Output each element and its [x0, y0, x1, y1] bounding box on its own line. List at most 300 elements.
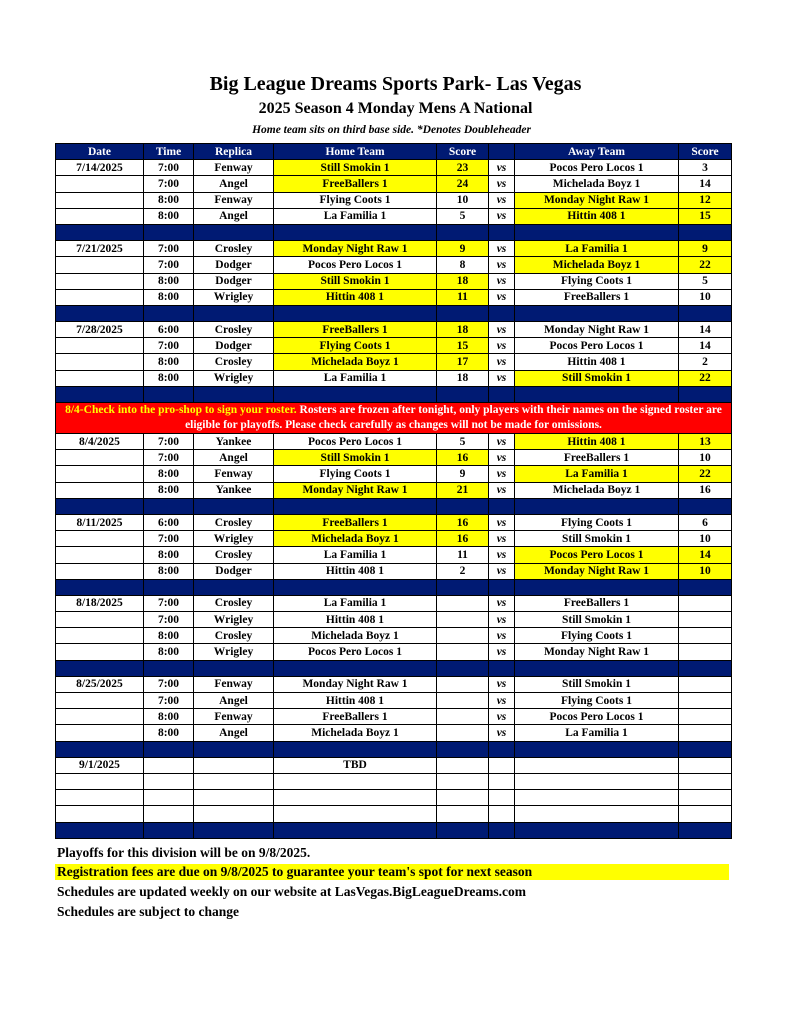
game-time: 8:00	[144, 725, 194, 741]
game-field: Crosley	[194, 322, 274, 338]
home-score: 9	[437, 241, 489, 257]
col-time: Time	[144, 144, 194, 160]
game-field: Dodger	[194, 563, 274, 579]
away-team: Pocos Pero Locos 1	[515, 709, 679, 725]
game-time: 7:00	[144, 595, 194, 611]
home-team: Hittin 408 1	[274, 612, 437, 628]
header-row	[56, 144, 732, 160]
away-score: 12	[679, 192, 732, 208]
home-score: 18	[437, 322, 489, 338]
separator-cell	[274, 579, 437, 595]
game-field: Yankee	[194, 482, 274, 498]
game-field: Crosley	[194, 628, 274, 644]
home-score: 5	[437, 434, 489, 450]
page-subtitle: 2025 Season 4 Monday Mens A National	[258, 100, 533, 117]
game-row	[56, 595, 732, 611]
home-team: Flying Coots 1	[274, 192, 437, 208]
home-team: FreeBallers 1	[274, 322, 437, 338]
week-separator	[56, 741, 732, 757]
vs-label: vs	[489, 322, 515, 338]
game-time	[144, 773, 194, 789]
game-field: Fenway	[194, 709, 274, 725]
home-score	[437, 612, 489, 628]
notice-body: Rosters are frozen after tonight, only players with their names on the signed roster are eligible for playoffs. Please check carefully as changes will not be made for omissions.	[185, 404, 722, 431]
separator-cell	[194, 822, 274, 838]
game-time: 7:00	[144, 257, 194, 273]
game-date: 8/11/2025	[56, 514, 144, 530]
home-score	[437, 628, 489, 644]
home-score: 5	[437, 208, 489, 224]
col-away-team: Away Team	[515, 144, 679, 160]
vs-label: vs	[489, 628, 515, 644]
home-team: Pocos Pero Locos 1	[274, 644, 437, 660]
separator-cell	[437, 822, 489, 838]
game-row	[56, 289, 732, 305]
vs-label	[489, 773, 515, 789]
vs-label: vs	[489, 338, 515, 354]
separator-cell	[437, 660, 489, 676]
away-team: FreeBallers 1	[515, 450, 679, 466]
home-team: Monday Night Raw 1	[274, 241, 437, 257]
game-row	[56, 612, 732, 628]
separator-cell	[274, 305, 437, 321]
home-score	[437, 644, 489, 660]
away-score	[679, 790, 732, 806]
separator-cell	[515, 386, 679, 402]
game-time: 7:00	[144, 531, 194, 547]
game-date	[56, 709, 144, 725]
vs-label	[489, 757, 515, 773]
away-team: La Familia 1	[515, 241, 679, 257]
away-team: Monday Night Raw 1	[515, 192, 679, 208]
game-row	[56, 676, 732, 692]
roster-notice-text	[56, 403, 732, 434]
home-score: 16	[437, 531, 489, 547]
game-date	[56, 531, 144, 547]
away-team: Monday Night Raw 1	[515, 322, 679, 338]
separator-cell	[194, 498, 274, 514]
away-score: 14	[679, 338, 732, 354]
game-row	[56, 160, 732, 176]
home-team: Michelada Boyz 1	[274, 725, 437, 741]
game-row	[56, 192, 732, 208]
separator-cell	[489, 386, 515, 402]
game-date	[56, 693, 144, 709]
home-team	[274, 790, 437, 806]
separator-cell	[274, 224, 437, 240]
separator-cell	[144, 660, 194, 676]
game-field: Crosley	[194, 595, 274, 611]
separator-cell	[679, 822, 732, 838]
game-field: Dodger	[194, 338, 274, 354]
home-team: Pocos Pero Locos 1	[274, 434, 437, 450]
separator-cell	[515, 660, 679, 676]
away-team: La Familia 1	[515, 466, 679, 482]
away-score: 10	[679, 289, 732, 305]
away-score	[679, 612, 732, 628]
home-team: Monday Night Raw 1	[274, 676, 437, 692]
away-team: Still Smokin 1	[515, 531, 679, 547]
home-score: 11	[437, 547, 489, 563]
away-team: Hittin 408 1	[515, 208, 679, 224]
separator-cell	[56, 822, 144, 838]
away-team: Monday Night Raw 1	[515, 644, 679, 660]
game-time: 6:00	[144, 322, 194, 338]
vs-label: vs	[489, 450, 515, 466]
game-field: Fenway	[194, 160, 274, 176]
game-date	[56, 725, 144, 741]
home-team: Flying Coots 1	[274, 466, 437, 482]
home-team: Hittin 408 1	[274, 289, 437, 305]
away-team: Hittin 408 1	[515, 434, 679, 450]
vs-label: vs	[489, 208, 515, 224]
separator-cell	[437, 305, 489, 321]
home-team: Michelada Boyz 1	[274, 354, 437, 370]
away-team	[515, 790, 679, 806]
vs-label: vs	[489, 289, 515, 305]
game-row	[56, 563, 732, 579]
separator-cell	[489, 224, 515, 240]
game-row	[56, 370, 732, 386]
separator-cell	[679, 224, 732, 240]
game-date	[56, 289, 144, 305]
week-separator	[56, 224, 732, 240]
vs-label: vs	[489, 192, 515, 208]
away-team	[515, 773, 679, 789]
game-row	[56, 773, 732, 789]
away-score: 13	[679, 434, 732, 450]
home-team: La Familia 1	[274, 595, 437, 611]
home-team: Hittin 408 1	[274, 693, 437, 709]
game-row	[56, 482, 732, 498]
game-field: Angel	[194, 176, 274, 192]
separator-cell	[679, 305, 732, 321]
away-score: 22	[679, 257, 732, 273]
game-field: Crosley	[194, 354, 274, 370]
away-team: Flying Coots 1	[515, 273, 679, 289]
game-row	[56, 757, 732, 773]
game-time: 8:00	[144, 628, 194, 644]
notice-highlight: Check into the pro-shop to sign your roster.	[83, 404, 297, 416]
game-row	[56, 644, 732, 660]
game-time	[144, 757, 194, 773]
separator-cell	[194, 224, 274, 240]
separator-cell	[679, 498, 732, 514]
away-score: 5	[679, 273, 732, 289]
home-team: La Familia 1	[274, 208, 437, 224]
home-team: La Familia 1	[274, 547, 437, 563]
game-field: Crosley	[194, 241, 274, 257]
vs-label: vs	[489, 595, 515, 611]
game-time: 8:00	[144, 547, 194, 563]
home-score: 10	[437, 192, 489, 208]
away-team: FreeBallers 1	[515, 289, 679, 305]
away-score: 10	[679, 531, 732, 547]
away-score: 22	[679, 370, 732, 386]
game-time: 8:00	[144, 289, 194, 305]
game-field: Fenway	[194, 192, 274, 208]
home-team: Flying Coots 1	[274, 338, 437, 354]
vs-label: vs	[489, 466, 515, 482]
away-score	[679, 676, 732, 692]
game-time: 8:00	[144, 370, 194, 386]
separator-cell	[679, 579, 732, 595]
separator-cell	[144, 822, 194, 838]
game-time: 7:00	[144, 160, 194, 176]
away-team: Pocos Pero Locos 1	[515, 160, 679, 176]
roster-notice	[56, 403, 732, 434]
home-score	[437, 693, 489, 709]
website-note: Schedules are updated weekly on our website at LasVegas.BigLeagueDreams.com	[57, 884, 527, 899]
vs-label: vs	[489, 531, 515, 547]
away-score: 22	[679, 466, 732, 482]
game-date	[56, 354, 144, 370]
game-time: 8:00	[144, 709, 194, 725]
separator-cell	[437, 498, 489, 514]
away-score: 15	[679, 208, 732, 224]
col-replica: Replica	[194, 144, 274, 160]
separator-cell	[515, 498, 679, 514]
home-team: Michelada Boyz 1	[274, 628, 437, 644]
home-score	[437, 595, 489, 611]
vs-label: vs	[489, 257, 515, 273]
vs-label: vs	[489, 370, 515, 386]
game-time: 7:00	[144, 176, 194, 192]
home-score: 23	[437, 160, 489, 176]
separator-cell	[194, 741, 274, 757]
game-row	[56, 241, 732, 257]
separator-cell	[679, 741, 732, 757]
home-team	[274, 773, 437, 789]
separator-cell	[144, 579, 194, 595]
game-time: 8:00	[144, 273, 194, 289]
vs-label: vs	[489, 725, 515, 741]
game-row	[56, 338, 732, 354]
away-score	[679, 773, 732, 789]
separator-cell	[274, 498, 437, 514]
game-time: 8:00	[144, 192, 194, 208]
game-row	[56, 257, 732, 273]
separator-cell	[56, 386, 144, 402]
vs-label: vs	[489, 176, 515, 192]
home-score: 18	[437, 273, 489, 289]
home-team: FreeBallers 1	[274, 176, 437, 192]
away-score: 10	[679, 450, 732, 466]
vs-label	[489, 790, 515, 806]
game-time: 8:00	[144, 644, 194, 660]
game-date: 9/1/2025	[56, 757, 144, 773]
game-date	[56, 338, 144, 354]
away-score: 10	[679, 563, 732, 579]
separator-cell	[144, 741, 194, 757]
game-field: Fenway	[194, 676, 274, 692]
home-team: FreeBallers 1	[274, 709, 437, 725]
away-score: 14	[679, 547, 732, 563]
separator-cell	[515, 822, 679, 838]
page-title: Big League Dreams Sports Park- Las Vegas	[209, 73, 582, 95]
away-team: Monday Night Raw 1	[515, 563, 679, 579]
week-separator	[56, 579, 732, 595]
game-field: Dodger	[194, 257, 274, 273]
game-field: Dodger	[194, 273, 274, 289]
away-score: 2	[679, 354, 732, 370]
separator-cell	[489, 498, 515, 514]
away-score	[679, 595, 732, 611]
home-team	[274, 806, 437, 822]
schedule-table	[55, 143, 732, 839]
home-score: 24	[437, 176, 489, 192]
vs-label: vs	[489, 693, 515, 709]
game-field: Crosley	[194, 514, 274, 530]
vs-label: vs	[489, 644, 515, 660]
registration-note: Registration fees are due on 9/8/2025 to guarantee your team's spot for next season	[55, 864, 729, 880]
separator-cell	[515, 579, 679, 595]
game-date	[56, 466, 144, 482]
separator-cell	[56, 498, 144, 514]
game-date	[56, 192, 144, 208]
vs-label: vs	[489, 676, 515, 692]
game-date: 8/4/2025	[56, 434, 144, 450]
subject-to-change-note: Schedules are subject to change	[57, 904, 239, 919]
game-row	[56, 514, 732, 530]
separator-cell	[194, 660, 274, 676]
game-field: Wrigley	[194, 289, 274, 305]
game-time: 8:00	[144, 208, 194, 224]
away-team: Flying Coots 1	[515, 628, 679, 644]
away-team: Still Smokin 1	[515, 612, 679, 628]
separator-cell	[489, 660, 515, 676]
home-team-note: Home team sits on third base side. *Denotes Doubleheader	[252, 124, 531, 136]
game-row	[56, 790, 732, 806]
home-score	[437, 773, 489, 789]
home-score: 2	[437, 563, 489, 579]
game-time: 7:00	[144, 612, 194, 628]
game-date	[56, 773, 144, 789]
vs-label: vs	[489, 709, 515, 725]
game-row	[56, 273, 732, 289]
separator-cell	[144, 498, 194, 514]
game-field	[194, 773, 274, 789]
home-score: 8	[437, 257, 489, 273]
game-time: 7:00	[144, 338, 194, 354]
home-team: Still Smokin 1	[274, 160, 437, 176]
game-date: 8/18/2025	[56, 595, 144, 611]
game-time: 8:00	[144, 482, 194, 498]
separator-cell	[56, 741, 144, 757]
away-score: 16	[679, 482, 732, 498]
game-date	[56, 273, 144, 289]
col-vs	[489, 144, 515, 160]
away-score	[679, 693, 732, 709]
vs-label: vs	[489, 160, 515, 176]
game-time	[144, 806, 194, 822]
separator-cell	[144, 386, 194, 402]
game-date	[56, 612, 144, 628]
week-separator	[56, 386, 732, 402]
separator-cell	[274, 660, 437, 676]
separator-cell	[489, 579, 515, 595]
separator-cell	[437, 741, 489, 757]
game-field: Angel	[194, 450, 274, 466]
away-score: 14	[679, 322, 732, 338]
week-separator	[56, 822, 732, 838]
separator-cell	[56, 305, 144, 321]
home-score: 18	[437, 370, 489, 386]
game-date	[56, 370, 144, 386]
week-separator	[56, 660, 732, 676]
vs-label: vs	[489, 612, 515, 628]
home-score	[437, 709, 489, 725]
game-time: 7:00	[144, 434, 194, 450]
away-team: Pocos Pero Locos 1	[515, 547, 679, 563]
game-row	[56, 434, 732, 450]
away-team: Pocos Pero Locos 1	[515, 338, 679, 354]
separator-cell	[515, 741, 679, 757]
game-date	[56, 563, 144, 579]
vs-label	[489, 806, 515, 822]
game-row	[56, 450, 732, 466]
game-row	[56, 806, 732, 822]
col-home-team: Home Team	[274, 144, 437, 160]
vs-label: vs	[489, 434, 515, 450]
separator-cell	[274, 386, 437, 402]
away-score: 3	[679, 160, 732, 176]
away-team: Flying Coots 1	[515, 514, 679, 530]
game-date: 8/25/2025	[56, 676, 144, 692]
separator-cell	[489, 822, 515, 838]
away-team	[515, 806, 679, 822]
away-score	[679, 709, 732, 725]
game-date	[56, 450, 144, 466]
away-score	[679, 806, 732, 822]
week-separator	[56, 305, 732, 321]
away-team: Michelada Boyz 1	[515, 257, 679, 273]
home-score: 15	[437, 338, 489, 354]
col-date: Date	[56, 144, 144, 160]
home-team: Still Smokin 1	[274, 450, 437, 466]
game-row	[56, 208, 732, 224]
home-score: 16	[437, 450, 489, 466]
away-team: Hittin 408 1	[515, 354, 679, 370]
game-field: Wrigley	[194, 531, 274, 547]
home-score	[437, 725, 489, 741]
schedule-body	[56, 160, 732, 839]
game-row	[56, 354, 732, 370]
home-team: La Familia 1	[274, 370, 437, 386]
home-score: 17	[437, 354, 489, 370]
game-date	[56, 482, 144, 498]
game-row	[56, 466, 732, 482]
game-field: Crosley	[194, 547, 274, 563]
separator-cell	[194, 579, 274, 595]
game-field: Angel	[194, 208, 274, 224]
game-row	[56, 547, 732, 563]
separator-cell	[194, 386, 274, 402]
vs-label: vs	[489, 354, 515, 370]
game-date	[56, 208, 144, 224]
separator-cell	[56, 224, 144, 240]
home-score: 21	[437, 482, 489, 498]
away-team: FreeBallers 1	[515, 595, 679, 611]
separator-cell	[144, 305, 194, 321]
away-team: Still Smokin 1	[515, 370, 679, 386]
notice-date: 8/4-	[65, 404, 84, 416]
away-score	[679, 725, 732, 741]
game-date	[56, 176, 144, 192]
game-time: 8:00	[144, 354, 194, 370]
vs-label: vs	[489, 241, 515, 257]
game-field: Wrigley	[194, 612, 274, 628]
